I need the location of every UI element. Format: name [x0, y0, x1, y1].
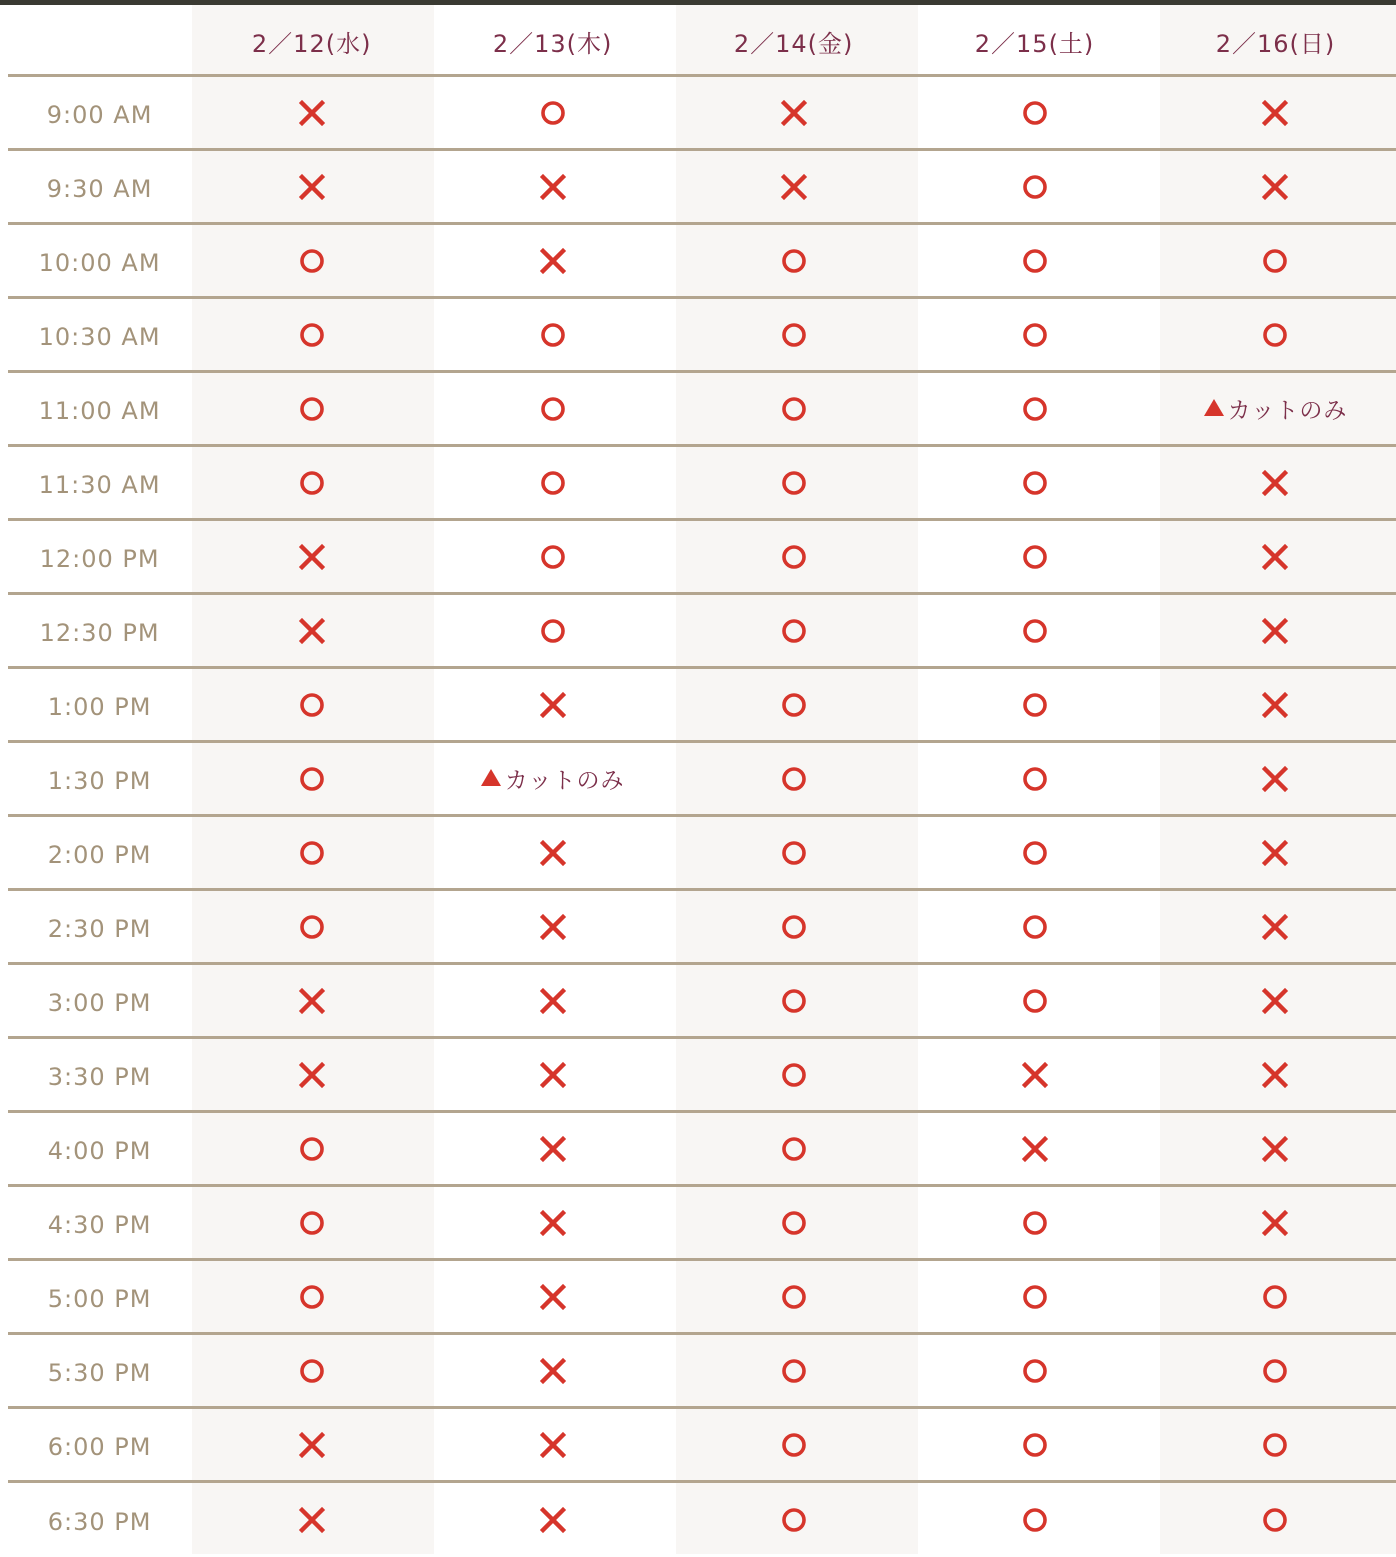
available-icon	[781, 544, 807, 570]
unavailable-icon	[1262, 618, 1288, 644]
slot-cell[interactable]	[1155, 225, 1396, 296]
slot-cell[interactable]	[191, 1187, 432, 1258]
slot-cell[interactable]	[432, 77, 673, 148]
unavailable-icon	[540, 1062, 566, 1088]
unavailable-icon	[1262, 914, 1288, 940]
slot-cell[interactable]	[673, 817, 914, 888]
slot-cell[interactable]	[432, 595, 673, 666]
slot-cell[interactable]	[673, 1039, 914, 1110]
unavailable-icon	[1022, 1062, 1048, 1088]
table-row	[8, 817, 1396, 891]
unavailable-icon	[299, 618, 325, 644]
date-header: 2／14(金)	[733, 30, 854, 58]
available-icon	[299, 1136, 325, 1162]
unavailable-icon	[1022, 1136, 1048, 1162]
unavailable-icon	[781, 100, 807, 126]
table-row	[8, 225, 1396, 299]
unavailable-icon	[540, 840, 566, 866]
time-label: 1:30 PM	[47, 766, 152, 795]
available-icon	[299, 1284, 325, 1310]
unavailable-icon	[1262, 1062, 1288, 1088]
slot-cell[interactable]	[432, 1261, 673, 1332]
triangle-icon	[481, 769, 501, 786]
available-icon	[1022, 914, 1048, 940]
available-icon	[299, 396, 325, 422]
available-icon	[1022, 322, 1048, 348]
table-row	[8, 299, 1396, 373]
slot-cell[interactable]	[432, 447, 673, 518]
time-label: 5:30 PM	[47, 1358, 152, 1387]
available-icon	[1022, 692, 1048, 718]
unavailable-icon	[540, 174, 566, 200]
available-icon	[1022, 1432, 1048, 1458]
available-icon	[1262, 1432, 1288, 1458]
slot-cell[interactable]	[432, 891, 673, 962]
slot-cell[interactable]	[432, 521, 673, 592]
unavailable-icon	[540, 1284, 566, 1310]
available-icon	[781, 1136, 807, 1162]
slot-cell[interactable]	[673, 1113, 914, 1184]
time-label: 9:00 AM	[46, 100, 153, 129]
available-icon	[1022, 1210, 1048, 1236]
available-icon	[1022, 766, 1048, 792]
table-body	[8, 77, 1396, 1557]
available-icon	[781, 1210, 807, 1236]
available-icon	[1022, 470, 1048, 496]
table-row	[8, 373, 1396, 447]
time-label: 5:00 PM	[47, 1284, 152, 1313]
unavailable-icon	[299, 174, 325, 200]
available-icon	[299, 692, 325, 718]
available-icon	[1262, 322, 1288, 348]
available-icon	[1262, 1358, 1288, 1384]
date-header: 2／15(土)	[974, 30, 1095, 58]
slot-cell[interactable]	[191, 1409, 432, 1480]
slot-cell[interactable]	[673, 151, 914, 222]
slot-cell[interactable]	[432, 1483, 673, 1557]
slot-cell[interactable]	[673, 965, 914, 1036]
slot-cell[interactable]	[914, 743, 1155, 814]
available-icon	[781, 1432, 807, 1458]
slot-cell[interactable]	[1155, 891, 1396, 962]
time-label: 3:30 PM	[47, 1062, 152, 1091]
unavailable-icon	[299, 1062, 325, 1088]
unavailable-icon	[1262, 544, 1288, 570]
unavailable-icon	[1262, 840, 1288, 866]
slot-cell[interactable]	[191, 373, 432, 444]
available-icon	[781, 840, 807, 866]
slot-cell[interactable]	[191, 521, 432, 592]
unavailable-icon	[1262, 470, 1288, 496]
unavailable-icon	[1262, 988, 1288, 1014]
date-header: 2／12(水)	[251, 30, 372, 58]
slot-cell[interactable]	[432, 817, 673, 888]
table-row	[8, 77, 1396, 151]
table-row	[8, 965, 1396, 1039]
slot-cell[interactable]	[914, 1187, 1155, 1258]
slot-cell[interactable]	[914, 1409, 1155, 1480]
unavailable-icon	[540, 1210, 566, 1236]
slot-cell[interactable]	[1155, 373, 1396, 444]
table-row	[8, 1409, 1396, 1483]
time-label: 4:00 PM	[47, 1136, 152, 1165]
slot-cell[interactable]	[673, 1187, 914, 1258]
unavailable-icon	[540, 692, 566, 718]
time-label: 4:30 PM	[47, 1210, 152, 1239]
slot-cell[interactable]	[1155, 1039, 1396, 1110]
available-icon	[781, 396, 807, 422]
table-row	[8, 1187, 1396, 1261]
available-icon	[1022, 1358, 1048, 1384]
table-row	[8, 743, 1396, 817]
partial-availability	[1204, 392, 1348, 425]
slot-cell[interactable]	[191, 965, 432, 1036]
available-icon	[781, 470, 807, 496]
available-icon	[540, 322, 566, 348]
table-row	[8, 1335, 1396, 1409]
available-icon	[299, 470, 325, 496]
slot-cell[interactable]	[191, 77, 432, 148]
slot-cell[interactable]	[432, 743, 673, 814]
slot-cell[interactable]	[432, 151, 673, 222]
available-icon	[299, 248, 325, 274]
slot-cell[interactable]	[191, 595, 432, 666]
slot-cell[interactable]	[191, 447, 432, 518]
unavailable-icon	[1262, 1136, 1288, 1162]
partial-label: カットのみ	[504, 768, 625, 794]
slot-cell[interactable]	[673, 891, 914, 962]
available-icon	[1022, 248, 1048, 274]
available-icon	[1262, 1507, 1288, 1533]
slot-cell[interactable]	[191, 1039, 432, 1110]
slot-cell[interactable]	[673, 1409, 914, 1480]
slot-cell[interactable]	[432, 669, 673, 740]
table-row	[8, 447, 1396, 521]
table-row	[8, 521, 1396, 595]
slot-cell[interactable]	[673, 447, 914, 518]
unavailable-icon	[1262, 766, 1288, 792]
slot-cell[interactable]	[432, 1039, 673, 1110]
slot-cell[interactable]	[191, 299, 432, 370]
slot-cell[interactable]	[914, 299, 1155, 370]
slot-cell[interactable]	[1155, 743, 1396, 814]
slot-cell[interactable]	[914, 447, 1155, 518]
unavailable-icon	[540, 1136, 566, 1162]
time-label: 2:00 PM	[47, 840, 152, 869]
slot-cell[interactable]	[914, 1261, 1155, 1332]
available-icon	[781, 914, 807, 940]
slot-cell[interactable]	[1155, 299, 1396, 370]
unavailable-icon	[1262, 174, 1288, 200]
available-icon	[299, 766, 325, 792]
available-icon	[1022, 396, 1048, 422]
unavailable-icon	[540, 988, 566, 1014]
available-icon	[781, 692, 807, 718]
table-row	[8, 669, 1396, 743]
time-label: 10:30 AM	[38, 322, 161, 351]
available-icon	[540, 618, 566, 644]
time-label: 9:30 AM	[46, 174, 153, 203]
available-icon	[540, 100, 566, 126]
unavailable-icon	[781, 174, 807, 200]
slot-cell[interactable]	[432, 373, 673, 444]
available-icon	[1022, 174, 1048, 200]
table-row	[8, 1039, 1396, 1113]
available-icon	[781, 618, 807, 644]
time-label: 6:00 PM	[47, 1432, 152, 1461]
available-icon	[299, 1358, 325, 1384]
available-icon	[1022, 100, 1048, 126]
slot-cell[interactable]	[914, 891, 1155, 962]
slot-cell[interactable]	[914, 77, 1155, 148]
slot-cell[interactable]	[191, 891, 432, 962]
slot-cell[interactable]	[914, 595, 1155, 666]
slot-cell[interactable]	[1155, 965, 1396, 1036]
slot-cell[interactable]	[432, 1187, 673, 1258]
slot-cell[interactable]	[914, 225, 1155, 296]
unavailable-icon	[540, 1507, 566, 1533]
available-icon	[781, 1358, 807, 1384]
available-icon	[299, 914, 325, 940]
slot-cell[interactable]	[1155, 1113, 1396, 1184]
time-label: 3:00 PM	[47, 988, 152, 1017]
header-row	[8, 5, 1396, 77]
unavailable-icon	[1262, 100, 1288, 126]
slot-cell[interactable]	[914, 1039, 1155, 1110]
slot-cell[interactable]	[1155, 447, 1396, 518]
slot-cell[interactable]	[673, 669, 914, 740]
unavailable-icon	[540, 914, 566, 940]
slot-cell[interactable]	[673, 77, 914, 148]
available-icon	[299, 1210, 325, 1236]
slot-cell[interactable]	[914, 521, 1155, 592]
date-header: 2／13(木)	[492, 30, 613, 58]
partial-availability	[481, 762, 625, 795]
slot-cell[interactable]	[673, 595, 914, 666]
slot-cell[interactable]	[1155, 151, 1396, 222]
slot-cell[interactable]	[1155, 77, 1396, 148]
available-icon	[781, 322, 807, 348]
slot-cell[interactable]	[432, 1409, 673, 1480]
time-label: 11:30 AM	[38, 470, 161, 499]
slot-cell[interactable]	[432, 1335, 673, 1406]
time-label: 12:30 PM	[39, 618, 160, 647]
time-label: 10:00 AM	[38, 248, 161, 277]
available-icon	[1022, 988, 1048, 1014]
unavailable-icon	[540, 1432, 566, 1458]
slot-cell[interactable]	[191, 1335, 432, 1406]
table-row	[8, 1261, 1396, 1335]
time-label: 6:30 PM	[47, 1508, 152, 1536]
time-label: 2:30 PM	[47, 914, 152, 943]
slot-cell[interactable]	[1155, 669, 1396, 740]
table-row	[8, 595, 1396, 669]
unavailable-icon	[299, 100, 325, 126]
triangle-icon	[1204, 399, 1224, 416]
slot-cell[interactable]	[191, 1483, 432, 1557]
slot-cell[interactable]	[914, 669, 1155, 740]
slot-cell[interactable]	[914, 373, 1155, 444]
available-icon	[1022, 1284, 1048, 1310]
slot-cell[interactable]	[1155, 595, 1396, 666]
available-icon	[1022, 618, 1048, 644]
available-icon	[540, 470, 566, 496]
date-header: 2／16(日)	[1215, 30, 1336, 58]
availability-table	[8, 5, 1396, 1557]
slot-cell[interactable]	[191, 1261, 432, 1332]
table-row	[8, 1483, 1396, 1557]
slot-cell[interactable]	[1155, 1409, 1396, 1480]
slot-cell[interactable]	[1155, 1187, 1396, 1258]
available-icon	[781, 1062, 807, 1088]
available-icon	[781, 766, 807, 792]
slot-cell[interactable]	[191, 225, 432, 296]
time-label: 12:00 PM	[39, 544, 160, 573]
unavailable-icon	[299, 1507, 325, 1533]
slot-cell[interactable]	[673, 1335, 914, 1406]
available-icon	[1022, 1507, 1048, 1533]
available-icon	[781, 1284, 807, 1310]
slot-cell[interactable]	[914, 1335, 1155, 1406]
unavailable-icon	[1262, 1210, 1288, 1236]
slot-cell[interactable]	[914, 1483, 1155, 1557]
unavailable-icon	[299, 544, 325, 570]
slot-cell[interactable]	[191, 669, 432, 740]
partial-label: カットのみ	[1227, 398, 1348, 424]
slot-cell[interactable]	[673, 299, 914, 370]
slot-cell[interactable]	[673, 1261, 914, 1332]
available-icon	[1262, 1284, 1288, 1310]
slot-cell[interactable]	[914, 817, 1155, 888]
slot-cell[interactable]	[1155, 521, 1396, 592]
slot-cell[interactable]	[673, 373, 914, 444]
unavailable-icon	[299, 988, 325, 1014]
available-icon	[781, 1507, 807, 1533]
slot-cell[interactable]	[432, 1113, 673, 1184]
slot-cell[interactable]	[1155, 817, 1396, 888]
available-icon	[540, 396, 566, 422]
unavailable-icon	[299, 1432, 325, 1458]
slot-cell[interactable]	[673, 521, 914, 592]
available-icon	[299, 840, 325, 866]
slot-cell[interactable]	[673, 743, 914, 814]
available-icon	[1022, 840, 1048, 866]
table-row	[8, 151, 1396, 225]
available-icon	[781, 988, 807, 1014]
slot-cell[interactable]	[1155, 1483, 1396, 1557]
slot-cell[interactable]	[432, 299, 673, 370]
table-row	[8, 891, 1396, 965]
slot-cell[interactable]	[191, 151, 432, 222]
available-icon	[1022, 544, 1048, 570]
slot-cell[interactable]	[914, 965, 1155, 1036]
slot-cell[interactable]	[914, 1113, 1155, 1184]
slot-cell[interactable]	[191, 1113, 432, 1184]
available-icon	[299, 322, 325, 348]
available-icon	[540, 544, 566, 570]
time-header	[8, 5, 191, 74]
available-icon	[1262, 248, 1288, 274]
slot-cell[interactable]	[673, 1483, 914, 1557]
slot-cell[interactable]	[432, 965, 673, 1036]
slot-cell[interactable]	[1155, 1335, 1396, 1406]
unavailable-icon	[1262, 692, 1288, 718]
slot-cell[interactable]	[191, 817, 432, 888]
time-label: 1:00 PM	[47, 692, 152, 721]
available-icon	[781, 248, 807, 274]
slot-cell[interactable]	[191, 743, 432, 814]
table-row	[8, 1113, 1396, 1187]
time-label: 11:00 AM	[38, 396, 161, 425]
unavailable-icon	[540, 248, 566, 274]
unavailable-icon	[540, 1358, 566, 1384]
slot-cell[interactable]	[1155, 1261, 1396, 1332]
slot-cell[interactable]	[432, 225, 673, 296]
slot-cell[interactable]	[673, 225, 914, 296]
slot-cell[interactable]	[914, 151, 1155, 222]
